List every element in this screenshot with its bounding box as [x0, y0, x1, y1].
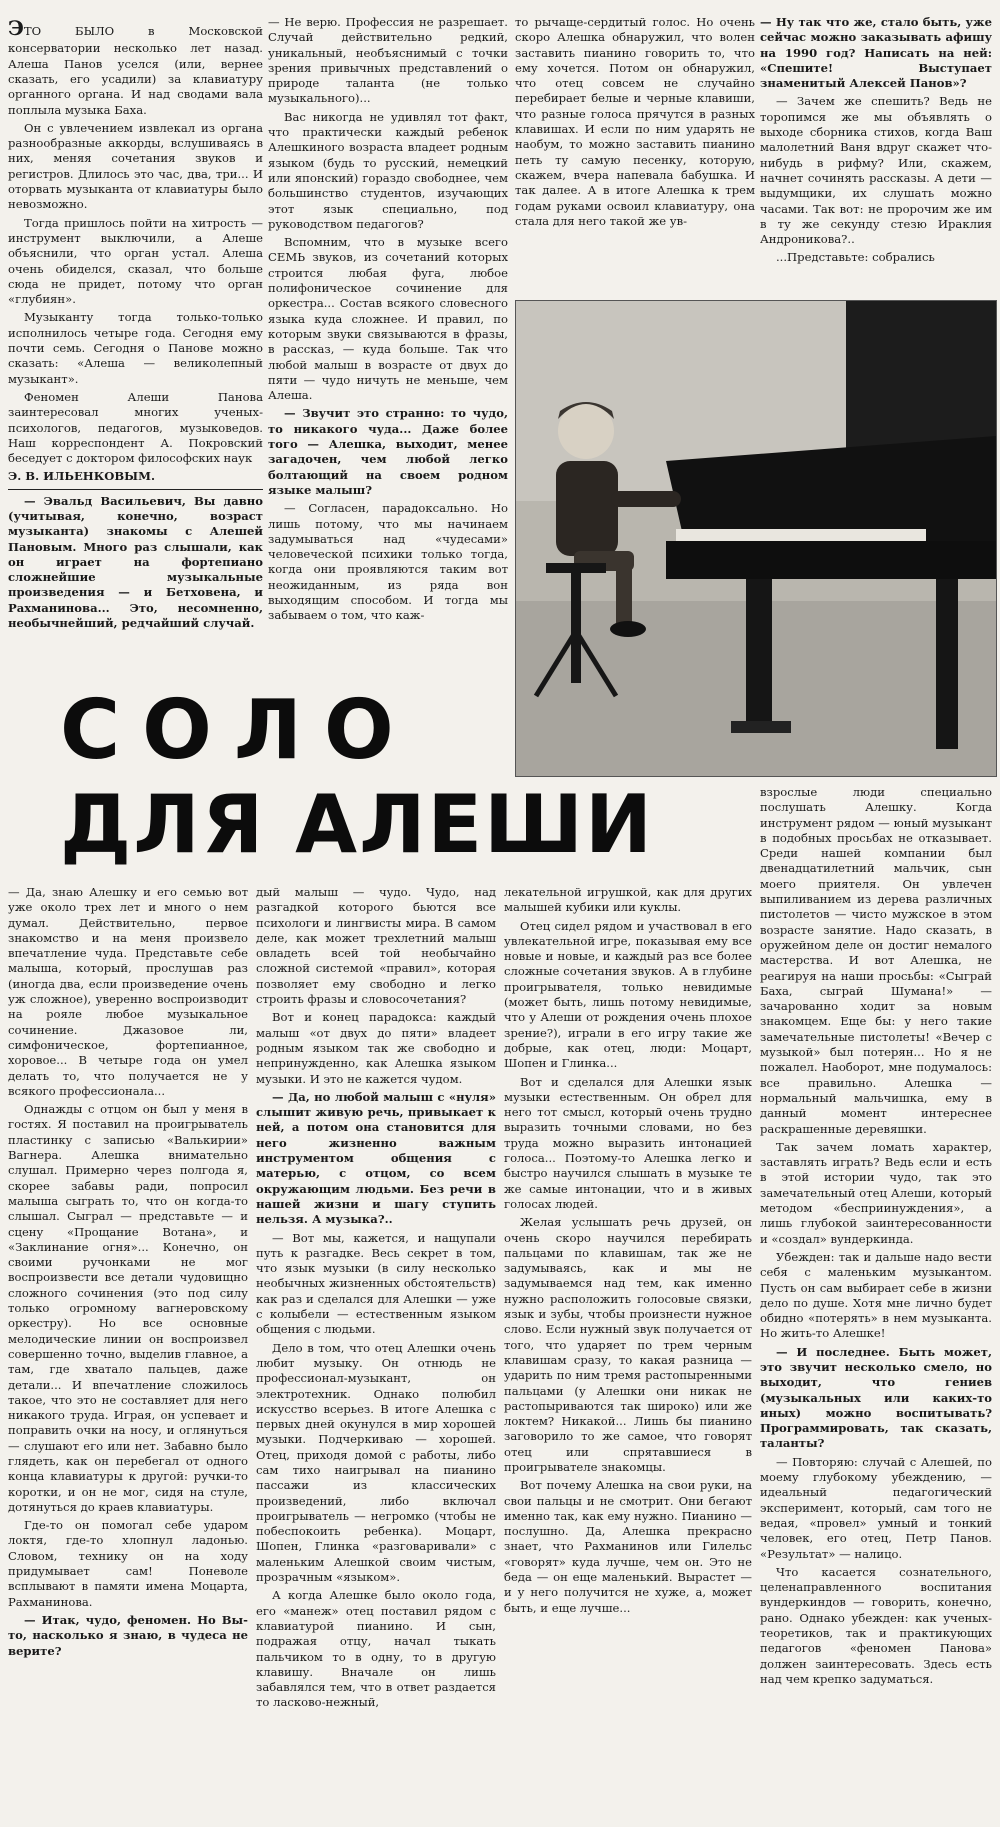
- column-1-bottom: [8, 885, 248, 1820]
- answer-paragraph-8: Что касается сознательного, целенаправленного воспитания вундеркиндов — говорить, конечно, рано. Однако убежден: как ученых-теоретиков, так и практикующих педагогов «феномен Панова» должен заинтересовать. Здесь есть над чем крепко задуматься.: [760, 1564, 992, 1686]
- intro-paragraph-1: ЭТО БЫЛО в Московской консерватории несколько лет назад. Алеша Панов уселся (или, вернее сказать, его усадили) за клавиатуру органного органа. И над сводами вала поплыла музыка Баха.: [8, 16, 263, 117]
- story-paragraph-7: лекательной игрушкой, как для других малышей кубики или куклы.: [504, 885, 752, 915]
- divider: [8, 489, 263, 490]
- column-4-bottom: [760, 785, 992, 1820]
- story-paragraph-8: Отец сидел рядом и участвовал в его увлекательной игре, показывая ему все новые и новые, и каждый раз все более сложные сочетания звуков. А в глубине проигрывателя, только невидимые (может быть, лишь потому невидимые, что у Алеши от рождения очень плохое зрение?), играли в его игру такие же добрые, как отец, люди: Моцарт, Шопен и Глинка...: [504, 918, 752, 1071]
- answer-paragraph-3: Вспомним, что в музыке всего СЕМЬ звуков, из сочетаний которых строится любая фуга, любое полифоническое сочинение для оркестра... Состав всякого словесного языка куда сложнее. И правил, по которым звуки связываются в фразы, в рассказ, — куда больше. Так что любой малыш в возрасте от двух до пяти — чудо ничуть не меньше, чем Алеша.: [268, 235, 508, 403]
- answer-paragraph-7: — Повторяю: случай с Алешей, по моему глубокому убеждению, — идеальный педагогический эксперимент, который, сам того не ведая, «провел» умный и тонкий человек, его отец, Петр Панов. «Результат» — налицо.: [760, 1454, 992, 1561]
- intro-paragraph-3: Тогда пришлось пойти на хитрость — инструмент выключили, а Алеше объяснили, что орган устал. Алеша очень обиделся, сказал, что больше сюда не придет, потому что орган «глубиян».: [8, 215, 263, 307]
- story-paragraph-4: Убежден: так и дальше надо вести себя с маленьким музыкантом. Пусть он сам выбирает себе в жизни дело по душе. Хотя мне лично будет обидно «потерять» в нем музыканта. Но жить-то Алешке!: [760, 1249, 992, 1341]
- drop-cap: Э: [8, 16, 24, 40]
- question-2: — Звучит это странно: то чудо, то никакого чуда... Даже более того — Алешка, выходит, менее загадочен, чем любой легко болтающий на своем родном языке малыш?: [268, 406, 508, 497]
- column-3-top: [515, 15, 755, 295]
- column-4-top: [760, 15, 992, 295]
- column-2-top: [268, 15, 508, 665]
- column-3-bottom: [504, 885, 752, 1820]
- story-paragraph-9: Вот и сделался для Алешки язык музыки естественным. Он обрел для него тот смысл, который очень трудно выразить точными словами, но без труда можно выразить интонацией голоса... Поэтому-то Алешка легко и быстро научился слышать в музыке те же самые интонации, что и в живых голосах людей.: [504, 1074, 752, 1211]
- answer-paragraph-11: Вот и конец парадокса: каждый малыш «от двух до пяти» владеет родным языком так же свободно и непринужденно, как Алешка языком музыки. И это не кажется чудом.: [256, 1010, 496, 1086]
- answer-paragraph-9: — Да, знаю Алешку и его семью вот уже около трех лет и много о нем думал. Действительно, первое знакомство и на меня произвело впечатление чуда. Представьте себе малыша, который, прослушав раз (иногда два, если произведение очень уж сложное), уверенно воспроизводит на рояле любое музыкальное сочинение. Джазовое ли, симфоническое, фортепианное, хоровое... В четыре года он умел делать то, что получается не у всякого профессионала...: [8, 885, 248, 1098]
- answer-paragraph-6: ...Представьте: собрались: [776, 250, 935, 265]
- question-4: — Итак, чудо, феномен. Но Вы-то, насколько я знаю, в чудеса не верите?: [8, 1612, 248, 1658]
- headline-line-2: ДЛЯ АЛЕШИ: [60, 778, 654, 871]
- answer-paragraph-14: А когда Алешке было около года, его «манеж» отец поставил рядом с клавиатурой пианино. И сын, подражая отцу, начал тыкать пальчиком то в одну, то в другую клавишу. Вначале он лишь забавлялся тем, что в ответ раздается то ласково-нежный,: [256, 1588, 496, 1710]
- column-2-bottom: [256, 885, 496, 1820]
- piano-photo-illustration: [516, 301, 996, 776]
- photo-boy-at-piano: [515, 300, 997, 777]
- headline-line-1: СОЛО: [60, 683, 416, 778]
- story-paragraph-5: Однажды с отцом он был у меня в гостях. Я поставил на проигрыватель пластинку с записью «Валькирии» Вагнера. Алешка внимательно слушал. Примерно через полгода я, скорее забавы ради, попросил малыша сыграть то, что он когда-то слышал. Сыграл — представьте — и сцену «Прощание Вотана», и «Заклинание огня»... Конечно, он своими ручонками не мог воспроизвести все детали чудовищно сложного сочинения (это под силу только огромному вагнеровскому оркестру). Но все основные мелодические линии он воспроизвел совершенно точно, выделив главное, а там, где хватало пальцев, даже детали... И впечатление сложилось такое, что это не составляет для него никакого труда. Играя, он успевает и поправить очки на носу, и оглянуться — слушают его или нет. Забавно было глядеть, как он перебегал от одного конца клавиатуры к другой: ручки-то коротки, и он не мог, сидя на стуле, дотянуться до краев клавиатуры.: [8, 1102, 248, 1514]
- question-1: — Эвальд Васильевич, Вы давно (учитывая, конечно, возраст музыканта) знакомы с Алешей Пановым. Много раз слышали, как он играет на фортепиано сложнейшие музыкальные произведения — и Бетховена, и Рахманинова... Это, несомненно, необычнейший, редчайший случай.: [8, 493, 263, 631]
- interviewee-byline: Э. В. ИЛЬЕНКОВЫМ.: [8, 469, 155, 484]
- answer-paragraph-2: Вас никогда не удивлял тот факт, что практически каждый ребенок Алешкиного возраста владеет родным языком (будь то русский, немецкий или японский) гораздо свободнее, чем большинство студентов, изучающих этот язык специально, под руководством педагогов?: [268, 109, 508, 231]
- question-3: — Ну так что же, стало быть, уже сейчас можно заказывать афишу на 1990 год? Написать на ней: «Спешите! Выступает знаменитый Алексей Панов»?: [760, 15, 992, 91]
- answer-paragraph-10: дый малыш — чудо. Чудо, над разгадкой которого бьются все психологи и лингвисты мира. В самом деле, как может трехлетний малыш овладеть всей той необычайно сложной системой «правил», которая позволяет ему свободно и легко строить фразы и словосочетания?: [256, 885, 496, 1007]
- story-paragraph-10: Желая услышать речь друзей, он очень скоро научился перебирать пальцами по клавишам, так же не задумываясь, как и мы не задумываемся над тем, как именно нужно расположить голосовые связки, язык и зубы, чтобы произнести нужное слово. Если нужный звук получается от того, что ударяет по трем черным клавишам сразу, то какая разница — ударить по ним тремя растопыренными пальцами (у Алешки они никак не растопыриваются так широко) или же локтем? Никакой... Лишь бы пианино заговорило то же самое, что говорят отец или спрятавшиеся в проигрывателе знакомцы.: [504, 1215, 752, 1474]
- question-5: — И последнее. Быть может, это звучит несколько смело, но выходит, что гениев (музыкальных или каких-то иных) можно воспитывать? Программировать, так сказать, таланты?: [760, 1344, 992, 1451]
- intro-paragraph-4: Музыканту тогда только-только исполнилось четыре года. Сегодня ему почти семь. Сегодня о Панове можно сказать: «Алеша — великолепный музыкант».: [8, 310, 263, 386]
- answer-paragraph-1: — Не верю. Профессия не разрешает. Случай действительно редкий, уникальный, необъяснимый с точки зрения привычных представлений о природе таланта (не только музыкального)...: [268, 15, 508, 106]
- intro-paragraph-5: Феномен Алеши Панова заинтересовал многих ученых-психологов, педагогов, музыковедов. Наш корреспондент А. Покровский беседует с доктором философских наук: [8, 389, 263, 466]
- answer-paragraph-13: Дело в том, что отец Алешки очень любит музыку. Он отнюдь не профессионал-музыкант, он электротехник. Однако полюбил искусство всерьез. В итоге Алешка с первых дней окунулся в мир хорошей музыки. Подчеркиваю — хорошей. Отец, приходя домой с работы, либо сам тихо наигрывал на пианино пассажи из классических произведений, либо включал проигрыватель — негромко (чтобы не побеспокоить ребенка). Моцарт, Шопен, Глинка «разговаривали» с маленьким Алешкой своим чистым, прозрачным «языком».: [256, 1340, 496, 1585]
- question-6: — Да, но любой малыш с «нуля» слышит живую речь, привыкает к ней, а потом она становится для него жизненно важным инструментом общения с матерью, с отцом, со всем окружающим людьми. Без речи в нашей жизни и шагу ступить нельзя. А музыка?..: [256, 1089, 496, 1227]
- answer-paragraph-5: — Зачем же спешить? Ведь не торопимся же мы объявлять о выходе сборника стихов, когда Ваш малолетний Ваня вдруг скажет что-нибудь в рифму? Или, скажем, начнет сочинять рассказы. А дети — выдумщики, их слушать можно часами. Так вот: не пророчим же им в ту же секунду стезю Ираклия Андрониковa?..: [760, 94, 992, 247]
- story-paragraph-1: то рычаще-сердитый голос. Но очень скоро Алешка обнаружил, что волен заставить пианино говорить то, что ему хочется. Потом он обнаружил, что отец совсем не случайно перебирает белые и черные клавиши, что разные голоса прячутся в разных клавишах. И если по ним ударять не наобум, то можно заставить пианино петь ту самую песенку, которую, скажем, вчера напевала бабушка. И так далее. А в итоге Алешка к трем годам руками освоил клавиатуру, она стала для него такой же ув-: [515, 15, 755, 228]
- story-paragraph-6: Где-то он помогал себе ударом локтя, где-то хлопнул ладонью. Словом, технику он на ходу придумывает сам! Поневоле всплывают в памяти имена Моцарта, Рахманинова.: [8, 1518, 248, 1609]
- answer-paragraph-4: — Согласен, парадоксально. Но лишь потому, что мы начинаем задумываться над «чудесами» человеческой психики только тогда, когда они проявляются таким вот неожиданным, из ряда вон выходящим способом. И тогда мы забываем о том, что каж-: [268, 501, 508, 623]
- story-paragraph-3: Так зачем ломать характер, заставлять играть? Ведь если и есть в этой истории чудо, так это замечательный отец Алеши, который методом «бесприинуждения», а лишь глубокой заинтересованности и «создал» вундеркинда.: [760, 1139, 992, 1246]
- story-paragraph-11: Вот почему Алешка на свои руки, на свои пальцы и не смотрит. Они бегают именно так, как ему нужно. Пианино — послушно. Да, Алешка прекрасно знает, что Рахманинов или Гилельс «говорят» куда лучше, чем он. Это не беда — он еще маленький. Вырастет — и у него получится не хуже, а, может быть, и еще лучше...: [504, 1478, 752, 1615]
- story-paragraph-2: взрослые люди специально послушать Алешку. Когда инструмент рядом — юный музыкант в подобных просьбах не отказывает. Среди нашей компании был двенадцатилетний мальчик, сын моего приятеля. Он увлечен выпиливанием из дерева различных пистолетов — чисто мужское в этом возрасте занятие. Надо сказать, в оружейном деле он достиг немалого мастерства. И вот Алешка, не реагируя на наши просьбы: «Сыграй Баха, сыграй Шумана!» — зачарованно ходит за новым знакомцем. Еще бы: у него такие замечательные пистолеты! «Вечер с музыкой» был потерян... Но я не пожалел. Наоборот, мне подумалось: все правильно. Алешка — нормальный мальчишка, ему в данный момент интереснее раскрашенные деревяшки.: [760, 785, 992, 1136]
- answer-paragraph-12: — Вот мы, кажется, и нащупали путь к разгадке. Весь секрет в том, что язык музыки (в силу несколько необычных жизненных обстоятельств) как раз и сделался для Алешки — уже с колыбели — естественным языком общения с людьми.: [256, 1230, 496, 1337]
- intro-paragraph-2: Он с увлечением извлекал из органа разнообразные аккорды, вслушиваясь в них, меняя сочетания звуков и регистров. Длилось это час, два, три... И оторвать музыканта от клавиатуры было невозможно.: [8, 120, 263, 212]
- column-1-top: [8, 15, 263, 665]
